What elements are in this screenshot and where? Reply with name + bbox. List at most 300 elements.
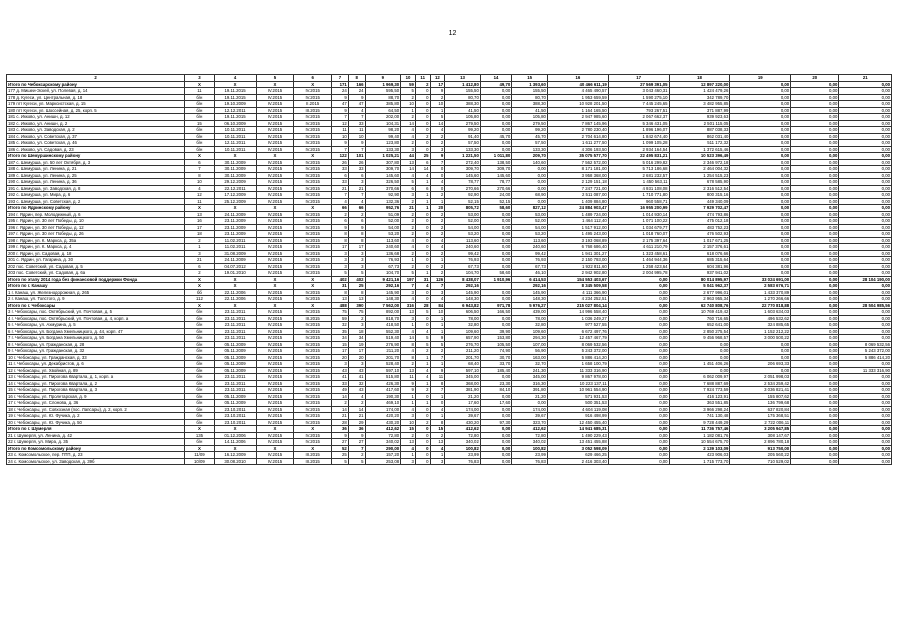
table-cell: 13 г. Чебоксары, ул. Пирогова Квартала, д. 1, корп. а [7,374,185,381]
table-cell: б/н [185,439,214,446]
table-cell: б/н [185,354,214,361]
table-cell: б/н [185,348,214,355]
table-cell: 0 [415,406,430,413]
table-cell: 0,00 [730,101,791,108]
table-cell: 0,00 [791,88,839,95]
table-cell: 109,60 [512,328,548,335]
table-cell: 0,00 [730,88,791,95]
table-cell: 53,20 [512,231,548,238]
table-cell: 15 г. Чебоксары, ул. Пирогова Квартала, д. 3 [7,387,185,394]
table-cell: 1 [415,198,430,205]
table-cell: 2 416 303,40 [547,458,608,465]
table-cell: 309,70 [480,166,511,173]
table-cell: 72,80 [445,432,481,439]
table-cell: 41 [348,374,365,381]
table-cell: 113,60 [445,237,481,244]
table-cell: 05.11.2009 [214,348,256,355]
table-cell: 0,00 [791,218,839,225]
table-cell: 24 884 903,47 [547,205,608,212]
table-cell: X [294,426,332,433]
table-cell: 14 941 685,31 [547,426,608,433]
table-cell: 3 г. Чебоксары, пос. Октябрьский, ул. Почтовая, д. 5 [7,309,185,316]
table-cell: 7 [185,166,214,173]
table-cell: 0,00 [791,328,839,335]
table-cell: 67,73 [512,263,548,270]
table-cell: 1 014 930,14 [608,211,669,218]
table-cell: 80 014 895,97 [669,276,730,283]
table-cell: 53,00 [512,211,548,218]
table-cell: 12.12.2011 [214,107,256,114]
table-cell: 2 [401,361,416,368]
table-cell: 25 [332,452,349,459]
table-cell: 0,00 [791,133,839,140]
table-cell: 154 553 403,67 [547,276,608,283]
table-cell: 123,80 [365,140,401,147]
table-cell: 2 067 662,37 [608,114,669,121]
table-cell: 3 482 955,85 [669,101,730,108]
table-cell: IV.2015 [256,432,294,439]
table-cell: 145,90 [445,289,481,296]
table-cell: 6 [185,159,214,166]
table-cell: 0,00 [730,205,791,212]
table-cell: 136 799,68 [730,400,791,407]
table-cell: IV.2015 [294,114,332,121]
table-cell: III.2015 [294,452,332,459]
table-cell: IV.2015 [294,237,332,244]
table-cell: 0,00 [839,289,892,296]
table-cell: 0,00 [839,387,892,394]
table-cell: Итого по г. Чебоксары [7,302,185,309]
table-cell: 0,00 [839,315,892,322]
table-cell: 371 887,99 [669,107,730,114]
table-cell: 57,50 [512,140,548,147]
table-cell: 1 896 196,07 [608,127,669,134]
table-cell: 7 [348,114,365,121]
table-cell: 2 947 985,60 [547,114,608,121]
table-cell: 4 [430,244,445,251]
table-cell: 47 [332,101,349,108]
table-cell: 7 [332,192,349,199]
table-cell: 7 247 721,00 [547,185,608,192]
table-cell: 0,00 [730,172,791,179]
table-cell: 5 [415,309,430,316]
table-cell: 292,16 [365,283,401,290]
table-cell: 253,08 [365,458,401,465]
table-cell: 862 031,40 [669,133,730,140]
table-cell: 5 [401,270,416,277]
table-cell: III.2015 [294,315,332,322]
table-cell: 0,00 [791,413,839,420]
table-cell: 2 [430,218,445,225]
table-cell: 13 [401,159,416,166]
table-cell: 0,00 [730,257,791,264]
table-cell: 2 534 259,42 [730,380,791,387]
table-cell: X [256,153,294,160]
table-cell: 0 [415,211,430,218]
table-cell: IV.2015 [256,452,294,459]
table-cell: 3 [348,263,365,270]
table-cell: 0,00 [791,387,839,394]
table-cell: 8 г. Чебоксары, ул. Гражданская, д. 28 [7,341,185,348]
table-cell: 2 511 087,00 [547,192,608,199]
table-cell: 0,00 [791,257,839,264]
table-cell: 0 [415,244,430,251]
table-cell: 270,66 [445,185,481,192]
table-cell: 16.12.2009 [214,452,256,459]
table-cell: 3 [332,257,349,264]
table-cell: 2 [348,315,365,322]
table-cell: 06.10.2009 [214,120,256,127]
table-cell: 2 780 230,40 [547,127,608,134]
table-cell: 195 г. Ядрин, ул. 30 лет Победы, д. 10 [7,218,185,225]
table-cell: 19.11.2015 [214,94,256,101]
table-cell: 8 069 532,56 [839,341,892,348]
table-cell: 32 [348,380,365,387]
table-cell: 240,60 [512,244,548,251]
table-cell: 11 [401,374,416,381]
table-cell: 4 [415,328,430,335]
table-cell: 7 г. Чебоксары, ул. Богдана Хмельницкого, д. 50 [7,335,185,342]
table-cell: 145,90 [365,289,401,296]
table-cell: 1 658 100,79 [547,361,608,368]
table-cell: 1 433 370,89 [730,289,791,296]
table-cell: 20 [332,354,349,361]
table-cell: 326,50 [365,179,401,186]
table-cell: 6 [415,159,430,166]
table-cell: 0,00 [480,114,511,121]
table-cell: 9 728 449,29 [669,419,730,426]
table-cell: 8 [348,237,365,244]
table-cell: 2 [348,452,365,459]
table-cell: IV.2015 [256,413,294,420]
table-cell: 0,00 [791,224,839,231]
table-cell: 4 [415,172,430,179]
table-cell: 292,16 [512,283,548,290]
table-cell: 0,00 [839,198,892,205]
table-cell: 5 [415,341,430,348]
table-cell: 76,93 [365,257,401,264]
table-cell: 23.11.2011 [214,387,256,394]
table-cell: 11 333 316,90 [547,367,608,374]
table-cell: 1 011,80 [480,153,511,160]
table-cell: 0,00 [791,81,839,88]
table-cell: 4 [415,283,430,290]
table-cell: 199 г. Ядрин, ул. К. Маркса, д. 4 [7,244,185,251]
table-cell: 2 [332,400,349,407]
table-cell: IV.2015 [256,120,294,127]
table-cell: 0,00 [480,426,511,433]
table-cell: 952,76 [365,205,401,212]
table-cell: 0,00 [839,192,892,199]
table-cell: 21,20 [512,393,548,400]
table-cell: 381,90 [445,387,481,394]
table-cell: 0,00 [480,439,511,446]
table-cell: 0,00 [480,406,511,413]
table-cell: 52 [332,445,349,452]
table-cell: 0,00 [791,244,839,251]
table-cell: б/н [185,140,214,147]
table-cell: 0,00 [839,309,892,316]
table-cell: 0,00 [608,387,669,394]
table-cell: 202 пос. Советский, ул. Садовая, д. 5 [7,263,185,270]
table-cell: 2 [430,211,445,218]
table-cell: 6 [415,185,430,192]
table-cell: IV.2015 [256,94,294,101]
table-cell: IV.2015 [256,172,294,179]
table-cell: 0,00 [839,458,892,465]
table-cell: 16 955 200,99 [608,205,669,212]
table-cell: 678 585,90 [669,179,730,186]
table-cell: IV.2015 [256,374,294,381]
registry-table [6,74,892,465]
table-cell: 6 [332,172,349,179]
table-cell: IV.2015 [294,159,332,166]
table-cell: 13 [401,439,416,446]
table-cell: 0,00 [608,328,669,335]
table-cell: IV.2015 [294,296,332,303]
table-cell: 0,00 [839,413,892,420]
table-cell: X [256,445,294,452]
table-cell: 148,30 [365,296,401,303]
table-cell: 14 [348,406,365,413]
table-cell: 2 [430,263,445,270]
table-cell: 10 961 554,90 [547,387,608,394]
table-cell: Итого по г. Шумерля [7,426,185,433]
table-cell: 148,30 [445,296,481,303]
table-cell: 14 996 558,40 [547,309,608,316]
table-cell: IV.2015 [294,328,332,335]
table-cell: 0,00 [791,348,839,355]
table-cell: 7 [430,387,445,394]
table-cell: X [185,276,214,283]
table-cell: 0,00 [791,172,839,179]
table-cell: 30,70 [480,354,511,361]
table-cell: 23.11.2011 [214,328,256,335]
table-cell: 99,40 [365,133,401,140]
table-cell: 0,00 [608,393,669,400]
table-cell: 418,50 [365,322,401,329]
table-cell: IV.2015 [294,88,332,95]
table-cell: 0,00 [608,361,669,368]
table-cell: 155 807,62 [730,393,791,400]
table-cell: 0,00 [839,439,892,446]
table-cell: 0,00 [730,179,791,186]
table-cell: 99,20 [512,127,548,134]
table-cell: 1 464 112,40 [547,218,608,225]
table-cell: 80,70 [445,94,481,101]
table-cell: 240,60 [365,244,401,251]
table-cell: 279,50 [512,120,548,127]
table-cell: 0 [430,185,445,192]
table-cell: 552,30 [365,328,401,335]
table-cell: 12 г. Чебоксары, ул. Хвойная, д. 89 [7,367,185,374]
table-cell: IV.2015 [256,406,294,413]
table-cell: 0,00 [480,263,511,270]
table-cell: 4 [401,172,416,179]
table-cell: 153,80 [480,335,511,342]
table-cell: IV.2015 [294,309,332,316]
table-cell: 0,00 [608,315,669,322]
table-cell: 412,62 [445,426,481,433]
table-cell: 171 [332,81,349,88]
table-cell: 104,31 [365,120,401,127]
table-cell: б/н [185,127,214,134]
table-cell: 40 466 611,19 [547,81,608,88]
table-cell: IV.2015 [294,354,332,361]
table-cell: 0,00 [839,322,892,329]
table-cell: IV.2015 [294,133,332,140]
table-cell: 13 [430,439,445,446]
table-cell: 2 [430,140,445,147]
table-cell: IV.2015 [256,101,294,108]
table-cell: 0,00 [839,335,892,342]
table-cell: 30.11.2009 [214,159,256,166]
table-cell: IV.2015 [294,179,332,186]
table-cell: 0 [415,237,430,244]
table-cell: 0,00 [791,406,839,413]
table-cell: 28 [415,302,430,309]
table-cell: 0 [415,315,430,322]
table-cell: 1 450 563,11 [608,179,669,186]
table-cell: 241,30 [512,367,548,374]
table-cell: 4 [401,296,416,303]
table-cell: 32 [332,322,349,329]
table-cell: 136,68 [365,250,401,257]
table-cell: 0,00 [791,153,839,160]
table-cell: 11 [185,198,214,205]
table-cell: 29 [348,419,365,426]
table-cell: 5 г. Чебоксары, ул. Ахмурина, д. 5 [7,322,185,329]
table-cell: 10.11.2011 [214,146,256,153]
table-cell: 423 906,03 [669,452,730,459]
table-cell: 75 [332,309,349,316]
table-cell: 0,00 [730,81,791,88]
table-cell: 2 346 972,18 [669,159,730,166]
table-cell: 0,00 [839,231,892,238]
table-cell: IV.2015 [256,322,294,329]
table-cell: Итого по г. Канашу [7,283,185,290]
table-cell: 0,00 [791,101,839,108]
table-cell: 74,90 [480,348,511,355]
table-cell: 20 [348,354,365,361]
table-cell: 05.11.2009 [214,354,256,361]
table-cell: IV.2015 [256,289,294,296]
table-cell: 11/09 [185,452,214,459]
table-cell: IV.2015 [256,270,294,277]
table-cell: IV.2015 [294,146,332,153]
table-cell: 0,00 [730,250,791,257]
table-cell: 14 [401,166,416,173]
table-cell: X [294,276,332,283]
table-cell: 33,70 [480,361,511,368]
table-cell: 793 267,51 [608,107,669,114]
table-cell: 0 [415,218,430,225]
table-cell: 22 г. Шумерля, ул. Мира, д. 35 [7,439,185,446]
table-cell: 174,00 [512,406,548,413]
table-cell: 0,00 [608,458,669,465]
table-cell: 3 052 598,09 [547,445,608,452]
table-cell: 800 315,16 [669,192,730,199]
table-cell: 272,40 [445,159,481,166]
table-cell: 0,00 [608,374,669,381]
table-cell: 68,40 [445,361,481,368]
table-cell: 188 с. Шемурша, ул. Ленина, д. 21 [7,166,185,173]
table-cell: 1 258 423,64 [608,263,669,270]
table-cell: 4 [430,445,445,452]
table-cell: 1 590 275,10 [608,94,669,101]
table-cell: IV.2015 [294,432,332,439]
table-cell: 0,00 [839,185,892,192]
table-cell: 138,50 [480,159,511,166]
table-cell: IV.2015 [294,231,332,238]
table-cell: 13 [401,367,416,374]
table-cell: 0,00 [791,192,839,199]
table-cell: 0 [430,400,445,407]
table-cell: 0,00 [480,88,511,95]
table-cell: 11 333 316,90 [839,367,892,374]
table-cell: IV.2015 [256,231,294,238]
table-cell: 45,70 [480,133,511,140]
table-cell: 32,70 [512,361,548,368]
table-cell: 439,00 [512,309,548,316]
table-cell: 3 [401,192,416,199]
table-cell: 0,00 [839,250,892,257]
table-cell: 9 [401,387,416,394]
table-cell: 4 306 193,50 [547,146,608,153]
table-cell: 0,00 [480,244,511,251]
table-cell: б/н [185,114,214,121]
header-cell: 4 [214,75,256,82]
table-cell: 430,20 [365,419,401,426]
table-cell: 29.12.2009 [214,179,256,186]
table-cell: 0,00 [608,309,669,316]
table-cell: 2 [185,237,214,244]
table-cell: 113,60 [512,237,548,244]
table-cell: 0,00 [791,426,839,433]
table-cell: 8 438,07 [445,276,481,283]
table-cell: 0,00 [730,166,791,173]
table-cell: 17 г. Чебоксары, ул. Слонова, д. 36 [7,400,185,407]
table-cell: б/н [185,361,214,368]
table-cell: 22.12.2011 [214,185,256,192]
table-cell: 1 270 266,66 [730,296,791,303]
table-cell: IV.2015 [294,218,332,225]
table-cell: 0,00 [839,127,892,134]
table-cell: 8 [401,354,416,361]
table-cell: 388,30 [512,101,548,108]
table-cell: 6 062 009,97 [669,374,730,381]
table-cell: 0,00 [480,393,511,400]
table-cell: 43 [348,367,365,374]
table-cell: 12 [185,192,214,199]
table-cell: б/н [185,146,214,153]
table-cell: 20 [430,205,445,212]
table-cell: 652 641,00 [669,322,730,329]
table-cell: 276,70 [445,341,481,348]
table-cell: 3 [401,458,416,465]
table-cell: IV.2015 [256,309,294,316]
table-cell: 105,80 [512,114,548,121]
table-cell: 22.11.2006 [214,289,256,296]
table-cell: 51,09 [365,211,401,218]
table-cell: 290,00 [365,445,401,452]
table-cell: 0,00 [608,439,669,446]
table-cell: 0,00 [608,452,669,459]
table-cell: 0,00 [839,211,892,218]
table-cell: 05.11.2009 [214,341,256,348]
table-cell: 14 [430,120,445,127]
table-cell: 4 [348,107,365,114]
